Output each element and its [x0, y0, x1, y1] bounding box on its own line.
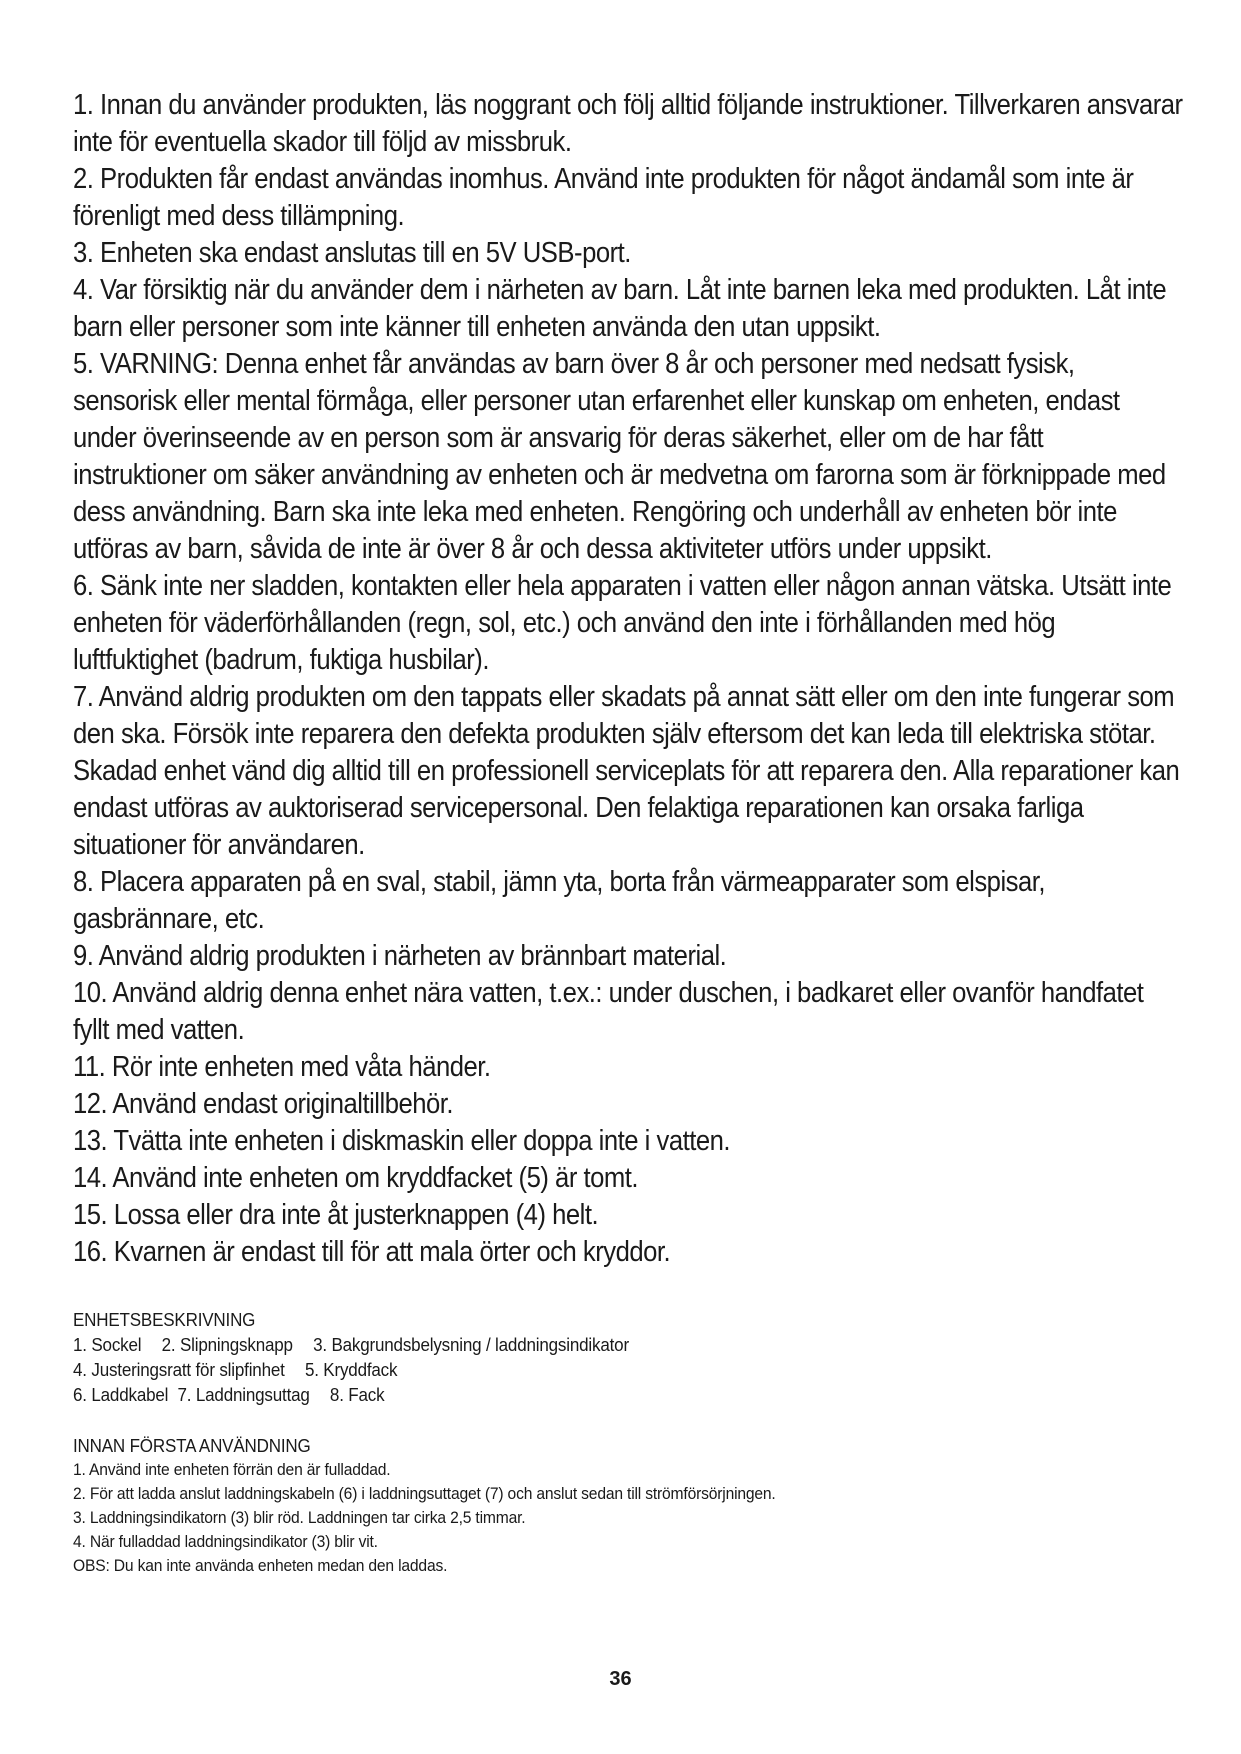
part-label: 4. Justeringsratt för slipfinhet — [73, 1359, 285, 1380]
safety-instruction: 6. Sänk inte ner sladden, kontakten eller hela apparaten i vatten eller någon annan vätska. Utsätt inte enheten för väderförhållanden (regn, sol, etc.) och använd den inte i förhållanden med hög luftfuktighet (badrum, fuktiga husbilar). — [73, 570, 1172, 676]
safety-instruction: 13. Tvätta inte enheten i diskmaskin eller doppa inte i vatten. — [73, 1125, 731, 1157]
safety-instruction: 9. Använd aldrig produkten i närheten av brännbart material. — [73, 940, 727, 972]
before-first-use-line: 1. Använd inte enheten förrän den är fulladdad. — [73, 1460, 391, 1479]
safety-instruction: 16. Kvarnen är endast till för att mala örter och kryddor. — [73, 1236, 671, 1268]
part-label: 7. Laddningsuttag — [177, 1384, 310, 1405]
part-label: 1. Sockel — [73, 1334, 142, 1355]
before-first-use-section — [73, 1433, 1183, 1578]
safety-instruction: 15. Lossa eller dra inte åt justerknappen (4) helt. — [73, 1199, 599, 1231]
part-label: 5. Kryddfack — [304, 1359, 398, 1380]
before-first-use-heading: INNAN FÖRSTA ANVÄNDNING — [73, 1435, 311, 1456]
safety-instruction: 11. Rör inte enheten med våta händer. — [73, 1051, 491, 1083]
part-label: 8. Fack — [329, 1384, 385, 1405]
before-first-use-line: 4. När fulladdad laddningsindikator (3) blir vit. — [73, 1532, 378, 1551]
part-label: 6. Laddkabel — [73, 1384, 169, 1405]
before-first-use-note: OBS: Du kan inte använda enheten medan den laddas. — [73, 1556, 448, 1575]
part-label: 2. Slipningsknapp — [161, 1334, 293, 1355]
safety-instruction: 1. Innan du använder produkten, läs noggrant och följ alltid följande instruktioner. Tillverkaren ansvarar inte för eventuella skador till följd av missbruk. — [73, 89, 1183, 158]
part-label: 3. Bakgrundsbelysning / laddningsindikator — [313, 1334, 629, 1355]
safety-instruction: 8. Placera apparaten på en sval, stabil, jämn yta, borta från värmeapparater som elspisar, gasbrännare, etc. — [73, 866, 1046, 935]
safety-instruction: 5. VARNING: Denna enhet får användas av barn över 8 år och personer med nedsatt fysisk, sensorisk eller mental förmåga, eller personer utan erfarenhet eller kunskap om enheten, endast under överinseende av en person som är ansvarig för deras säkerhet, eller om de har fått instruktioner om säker användning av enheten och är medvetna om farorna som är förknippade med dess användning. Barn ska inte leka med enheten. Rengöring och underhåll av enheten bör inte utföras av barn, såvida de inte är över 8 år och dessa aktiviteter utförs under uppsikt. — [73, 348, 1166, 565]
document-page — [73, 87, 1183, 1578]
device-description-section — [73, 1307, 1183, 1407]
device-parts-row — [73, 1382, 1094, 1407]
device-parts-row — [73, 1357, 1094, 1382]
device-description-heading: ENHETSBESKRIVNING — [73, 1309, 256, 1330]
safety-instruction: 7. Använd aldrig produkten om den tappats eller skadats på annat sätt eller om den inte fungerar som den ska. Försök inte reparera den defekta produkten själv eftersom det kan leda till elektriska stötar. Skadad enhet vänd dig alltid till en professionell serviceplats för att reparera den. Alla reparationer kan endast utföras av auktoriserad servicepersonal. Den felaktiga reparationen kan orsaka farliga situationer för användaren. — [73, 681, 1180, 861]
safety-instruction: 10. Använd aldrig denna enhet nära vatten, t.ex.: under duschen, i badkaret eller ovanför handfatet fyllt med vatten. — [73, 977, 1144, 1046]
page-number: 36 — [609, 1668, 632, 1690]
before-first-use-line: 3. Laddningsindikatorn (3) blir röd. Laddningen tar cirka 2,5 timmar. — [73, 1508, 526, 1527]
safety-instruction: 3. Enheten ska endast anslutas till en 5V USB-port. — [73, 237, 631, 269]
device-parts-row — [73, 1332, 1094, 1357]
safety-instructions-list — [73, 87, 1183, 1271]
before-first-use-line: 2. För att ladda anslut laddningskabeln (6) i laddningsuttaget (7) och anslut sedan till strömförsörjningen. — [73, 1484, 776, 1503]
safety-instruction: 4. Var försiktig när du använder dem i närheten av barn. Låt inte barnen leka med produkten. Låt inte barn eller personer som inte känner till enheten använda den utan uppsikt. — [73, 274, 1167, 343]
safety-instruction: 14. Använd inte enheten om kryddfacket (5) är tomt. — [73, 1162, 639, 1194]
safety-instruction: 12. Använd endast originaltillbehör. — [73, 1088, 454, 1120]
safety-instruction: 2. Produkten får endast användas inomhus. Använd inte produkten för något ändamål som inte är förenligt med dess tillämpning. — [73, 163, 1134, 232]
